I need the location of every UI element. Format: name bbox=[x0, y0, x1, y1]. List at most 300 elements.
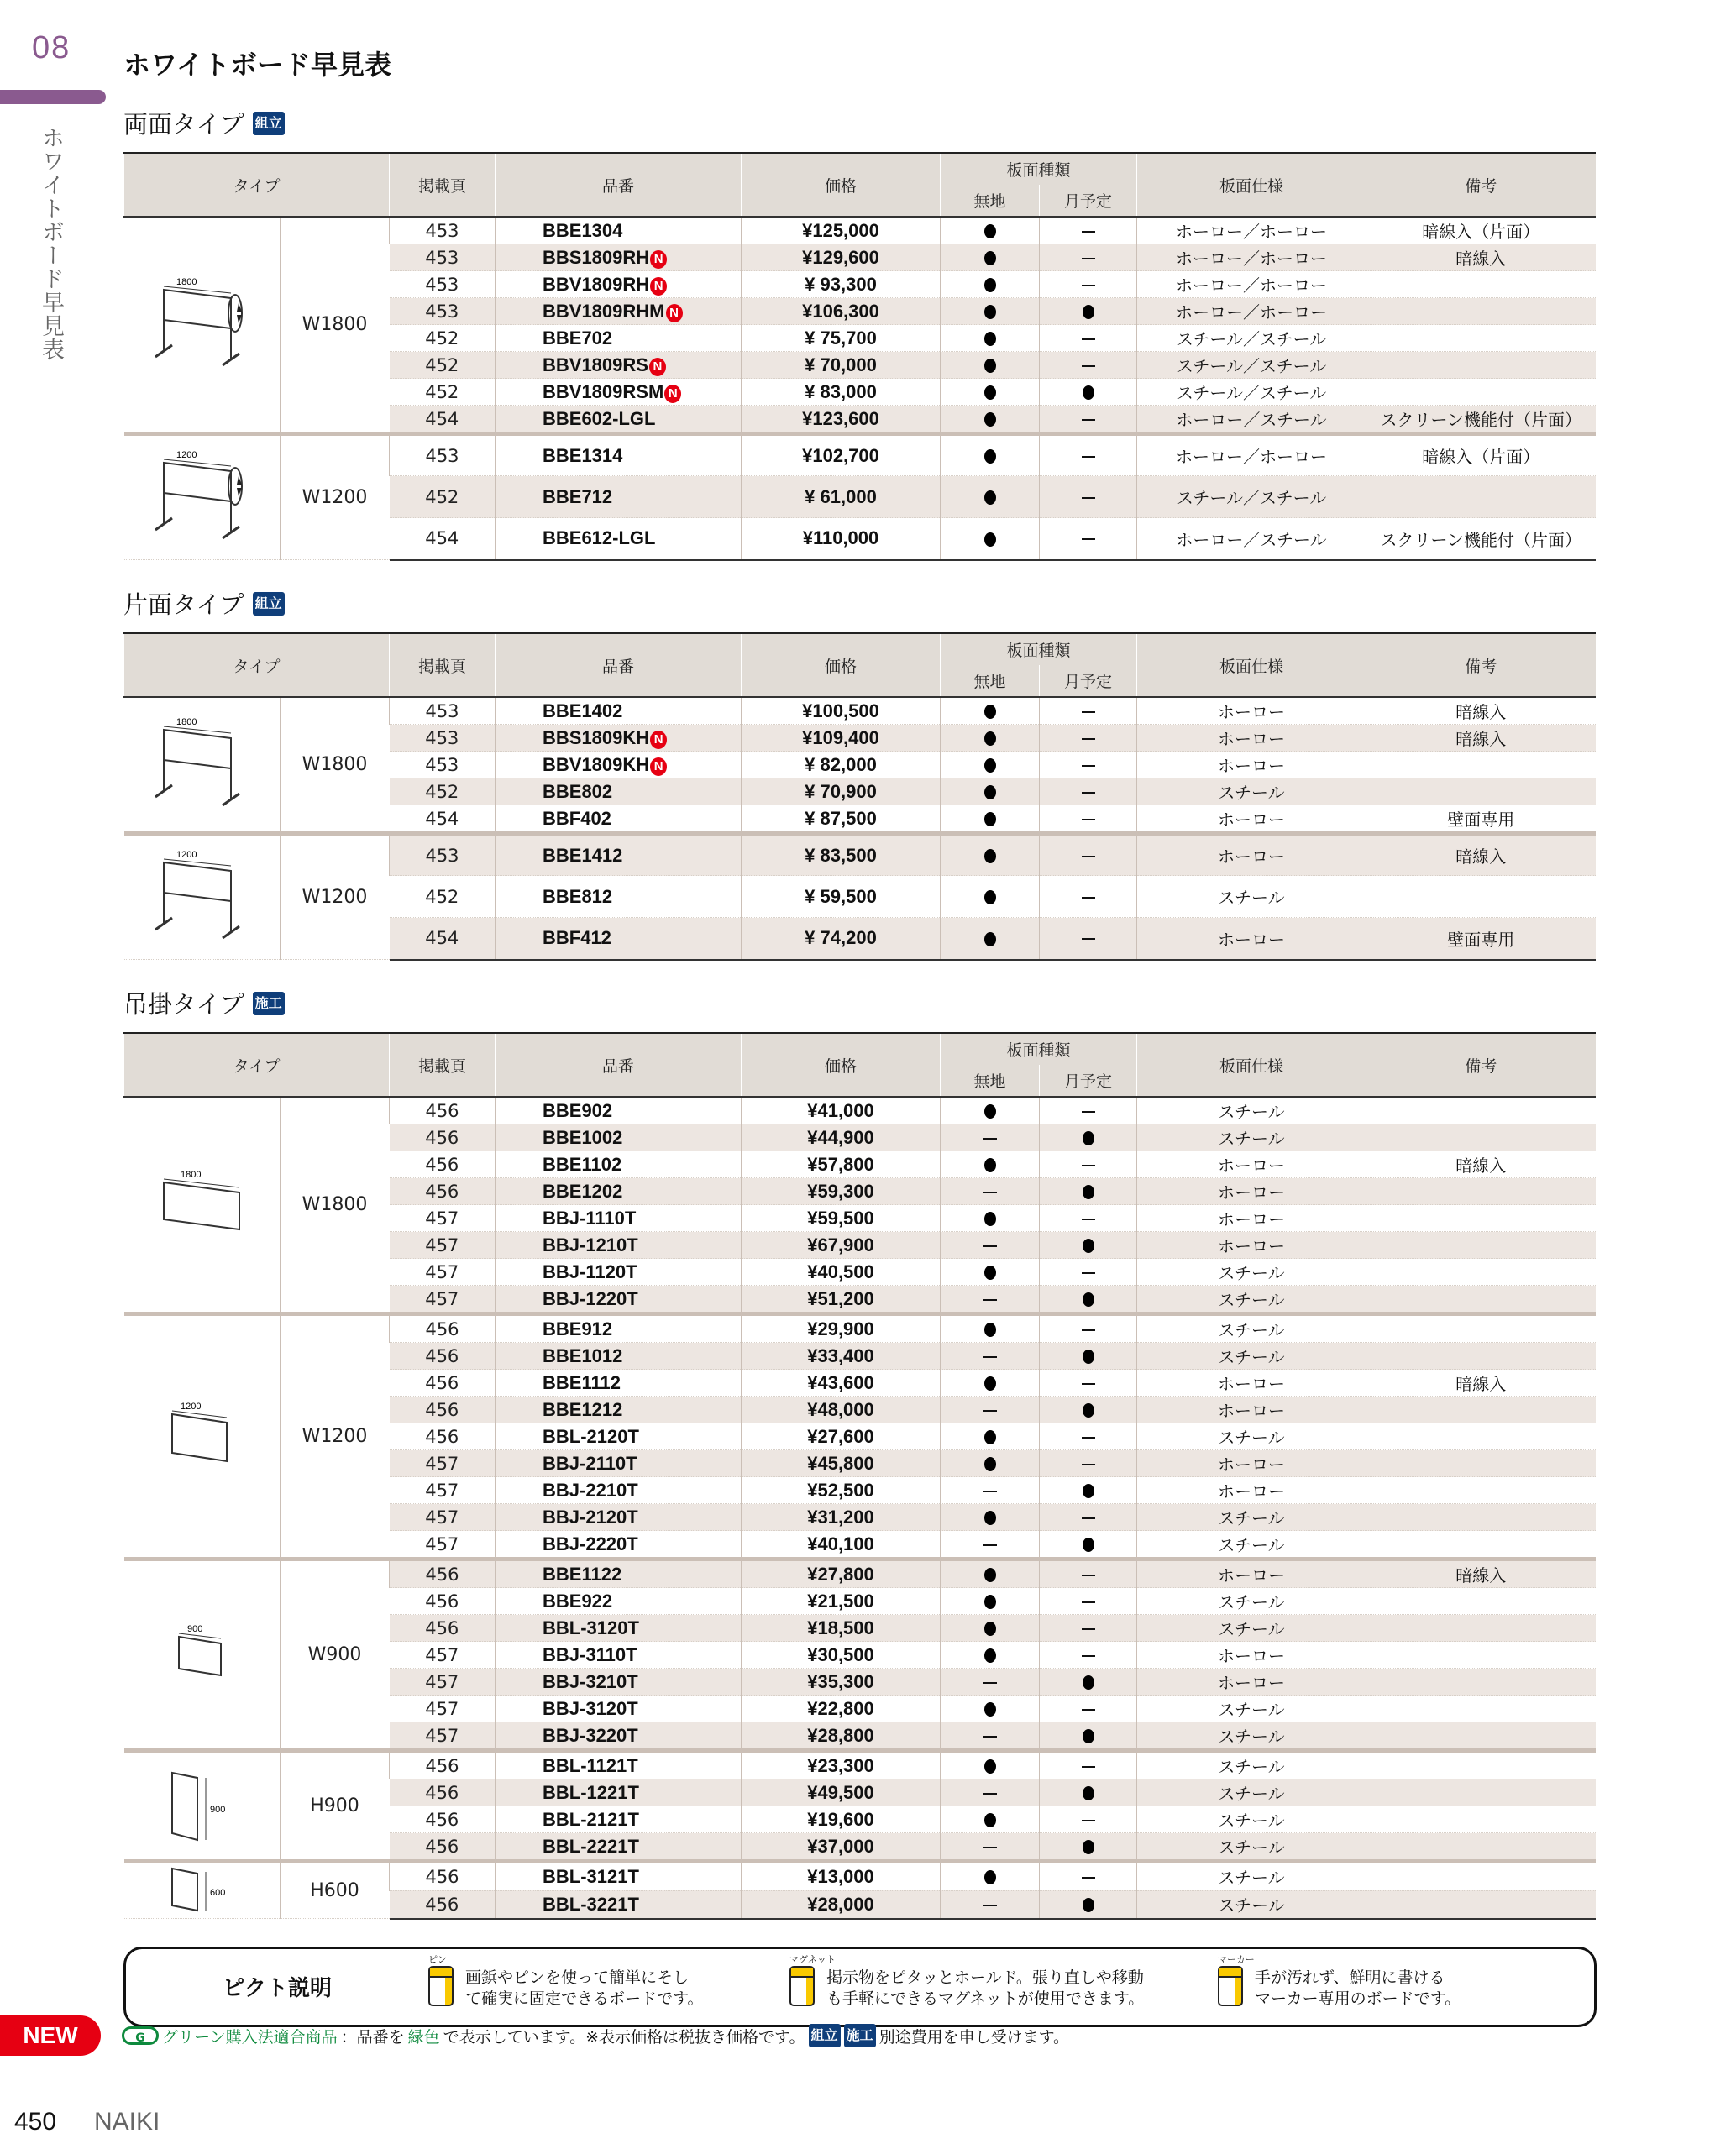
plain-mark bbox=[941, 1259, 1040, 1286]
price: ¥40,500 bbox=[742, 1259, 941, 1286]
header-price: 価格 bbox=[742, 153, 941, 217]
price: ¥ 59,500 bbox=[742, 876, 941, 918]
surface-spec: ホーロー bbox=[1137, 834, 1366, 876]
surface-spec: スチール bbox=[1137, 1588, 1366, 1615]
plain-mark bbox=[941, 876, 1040, 918]
product-code bbox=[496, 1151, 742, 1178]
page-ref: 453 bbox=[390, 217, 496, 244]
scheduled-mark bbox=[1040, 1370, 1137, 1397]
product-code-text: BBJ-3220T bbox=[543, 1724, 638, 1746]
scheduled-mark bbox=[1040, 1124, 1137, 1151]
price: ¥102,700 bbox=[742, 434, 941, 476]
filled-circle-icon bbox=[984, 359, 996, 373]
filled-circle-icon bbox=[984, 490, 996, 505]
plain-mark bbox=[941, 1833, 1040, 1862]
header-plain: 無地 bbox=[941, 665, 1040, 697]
note bbox=[1366, 1477, 1596, 1504]
dash-icon bbox=[1082, 1820, 1095, 1821]
product-code bbox=[496, 1669, 742, 1696]
filled-circle-icon bbox=[1083, 1403, 1094, 1418]
filled-circle-icon bbox=[984, 812, 996, 826]
side-title: ホワイトボード早見表 bbox=[38, 126, 64, 361]
scheduled-mark bbox=[1040, 1696, 1137, 1722]
price: ¥57,800 bbox=[742, 1151, 941, 1178]
header-plain: 無地 bbox=[941, 185, 1040, 217]
price: ¥ 87,500 bbox=[742, 805, 941, 834]
filled-circle-icon bbox=[1083, 385, 1094, 400]
surface-spec: ホーロー bbox=[1137, 805, 1366, 834]
note: 暗線入（片面） bbox=[1366, 434, 1596, 476]
scheduled-mark bbox=[1040, 1642, 1137, 1669]
note bbox=[1366, 1696, 1596, 1722]
product-code bbox=[496, 1286, 742, 1314]
header-code: 品番 bbox=[496, 633, 742, 697]
plain-mark bbox=[941, 1314, 1040, 1343]
price: ¥ 74,200 bbox=[742, 918, 941, 960]
scheduled-mark bbox=[1040, 217, 1137, 244]
filled-circle-icon bbox=[1083, 305, 1094, 319]
product-code-text: BBE1122 bbox=[543, 1563, 622, 1585]
note bbox=[1366, 1862, 1596, 1891]
note: スクリーン機能付（片面） bbox=[1366, 406, 1596, 434]
plain-mark bbox=[941, 217, 1040, 244]
scheduled-mark bbox=[1040, 434, 1137, 476]
note bbox=[1366, 1097, 1596, 1124]
dash-icon bbox=[1082, 1111, 1095, 1113]
double-sided-rotating-stand-icon bbox=[151, 277, 252, 373]
filled-circle-icon bbox=[984, 278, 996, 292]
price: ¥18,500 bbox=[742, 1615, 941, 1642]
page-ref: 457 bbox=[390, 1286, 496, 1314]
hanging-board-vertical-icon bbox=[164, 1805, 239, 1846]
note bbox=[1366, 1343, 1596, 1370]
hanging-board-wide-icon bbox=[155, 1170, 248, 1240]
price: ¥23,300 bbox=[742, 1751, 941, 1779]
type-size: W1800 bbox=[281, 697, 390, 834]
header-code: 品番 bbox=[496, 1033, 742, 1097]
dash-icon bbox=[983, 1793, 997, 1795]
dash-icon bbox=[1082, 258, 1095, 259]
scheduled-mark bbox=[1040, 752, 1137, 778]
product-code-text: BBE702 bbox=[543, 327, 613, 349]
filled-circle-icon bbox=[984, 449, 996, 464]
note bbox=[1366, 1531, 1596, 1559]
dash-icon bbox=[1082, 1464, 1095, 1465]
scheduled-mark bbox=[1040, 834, 1137, 876]
price: ¥ 70,000 bbox=[742, 352, 941, 379]
filled-circle-icon bbox=[984, 385, 996, 400]
page-ref: 457 bbox=[390, 1531, 496, 1559]
note: 暗線入 bbox=[1366, 1151, 1596, 1178]
product-code bbox=[496, 1314, 742, 1343]
price: ¥29,900 bbox=[742, 1314, 941, 1343]
filled-circle-icon bbox=[984, 705, 996, 719]
scheduled-mark bbox=[1040, 1615, 1137, 1642]
product-code bbox=[496, 805, 742, 834]
product-code-text: BBL-3221T bbox=[543, 1893, 639, 1915]
brand-name: NAIKI bbox=[94, 2108, 160, 2136]
product-code bbox=[496, 217, 742, 244]
filled-circle-icon bbox=[1083, 1185, 1094, 1199]
dash-icon bbox=[983, 1491, 997, 1492]
scheduled-mark bbox=[1040, 1314, 1137, 1343]
header-type: タイプ bbox=[124, 153, 390, 217]
chapter-number: 08 bbox=[32, 30, 71, 66]
plain-mark bbox=[941, 1450, 1040, 1477]
plain-mark bbox=[941, 1806, 1040, 1833]
note bbox=[1366, 298, 1596, 325]
product-code-text: BBJ-2220T bbox=[543, 1533, 638, 1554]
surface-spec: ホーロー bbox=[1137, 1559, 1366, 1588]
filled-circle-icon bbox=[984, 1622, 996, 1636]
dash-icon bbox=[1082, 819, 1095, 820]
dash-icon bbox=[983, 1299, 997, 1301]
scheduled-mark bbox=[1040, 1559, 1137, 1588]
pin-icon bbox=[428, 1966, 454, 2006]
new-tag: NEW bbox=[0, 2015, 101, 2056]
type-size: W1800 bbox=[281, 1097, 390, 1314]
plain-mark bbox=[941, 1669, 1040, 1696]
surface-spec: スチール／スチール bbox=[1137, 325, 1366, 352]
section-badge: 組立 bbox=[253, 112, 285, 135]
dash-icon bbox=[1082, 338, 1095, 340]
filled-circle-icon bbox=[984, 1376, 996, 1391]
product-code bbox=[496, 918, 742, 960]
surface-spec: ホーロー bbox=[1137, 752, 1366, 778]
filled-circle-icon bbox=[1083, 1898, 1094, 1912]
surface-spec: スチール bbox=[1137, 1615, 1366, 1642]
product-code-text: BBE712 bbox=[543, 485, 613, 507]
scheduled-mark bbox=[1040, 1890, 1137, 1918]
type-illustration bbox=[124, 834, 281, 960]
scheduled-mark bbox=[1040, 1531, 1137, 1559]
header-scheduled: 月予定 bbox=[1040, 185, 1137, 217]
page-ref: 454 bbox=[390, 918, 496, 960]
filled-circle-icon bbox=[984, 1702, 996, 1717]
plain-mark bbox=[941, 1343, 1040, 1370]
footer-note-a: ：品番を bbox=[340, 2027, 405, 2047]
type-illustration bbox=[124, 1097, 281, 1314]
product-code-text: BBV1809RS bbox=[543, 354, 648, 375]
product-code-text: BBE902 bbox=[543, 1099, 613, 1121]
new-product-badge-icon: N bbox=[664, 385, 681, 403]
plain-mark bbox=[941, 298, 1040, 325]
filled-circle-icon bbox=[984, 1759, 996, 1774]
hanging-board-small-icon bbox=[172, 1624, 231, 1686]
footer-note-green: 緑色 bbox=[407, 2027, 440, 2047]
section-title-text: 両面タイプ bbox=[123, 110, 244, 139]
plain-mark bbox=[941, 778, 1040, 805]
footer-note-b: で表示しています。※表示価格は税抜き価格です。 bbox=[443, 2027, 805, 2047]
scheduled-mark bbox=[1040, 876, 1137, 918]
table-row bbox=[124, 697, 1596, 725]
page-ref: 456 bbox=[390, 1124, 496, 1151]
page-ref: 456 bbox=[390, 1370, 496, 1397]
surface-spec: スチール bbox=[1137, 778, 1366, 805]
price: ¥125,000 bbox=[742, 217, 941, 244]
page-ref: 452 bbox=[390, 325, 496, 352]
product-code bbox=[496, 325, 742, 352]
dash-icon bbox=[1082, 1877, 1095, 1879]
surface-spec: ホーロー bbox=[1137, 1178, 1366, 1205]
scheduled-mark bbox=[1040, 1751, 1137, 1779]
note bbox=[1366, 325, 1596, 352]
product-code-text: BBL-3121T bbox=[543, 1865, 639, 1887]
product-code bbox=[496, 298, 742, 325]
price: ¥106,300 bbox=[742, 298, 941, 325]
dash-icon bbox=[1082, 456, 1095, 458]
product-code-text: BBE1412 bbox=[543, 844, 623, 866]
note bbox=[1366, 1397, 1596, 1423]
page-ref: 457 bbox=[390, 1642, 496, 1669]
filled-circle-icon bbox=[984, 1212, 996, 1226]
surface-spec: スチール bbox=[1137, 1696, 1366, 1722]
section-badge: 組立 bbox=[253, 592, 285, 616]
price: ¥ 75,700 bbox=[742, 325, 941, 352]
plain-mark bbox=[941, 752, 1040, 778]
surface-spec: スチール／スチール bbox=[1137, 476, 1366, 518]
plain-mark bbox=[941, 518, 1040, 560]
surface-spec: ホーロー bbox=[1137, 1477, 1366, 1504]
dash-icon bbox=[983, 1138, 997, 1140]
product-code-text: BBE1212 bbox=[543, 1398, 623, 1420]
product-code bbox=[496, 1779, 742, 1806]
price: ¥31,200 bbox=[742, 1504, 941, 1531]
page-ref: 453 bbox=[390, 434, 496, 476]
note bbox=[1366, 1259, 1596, 1286]
section-title bbox=[123, 106, 285, 140]
scheduled-mark bbox=[1040, 1669, 1137, 1696]
filled-circle-icon bbox=[984, 1266, 996, 1280]
surface-spec: ホーロー bbox=[1137, 918, 1366, 960]
type-illustration bbox=[124, 217, 281, 434]
note bbox=[1366, 752, 1596, 778]
scheduled-mark bbox=[1040, 1286, 1137, 1314]
dash-icon bbox=[1082, 1655, 1095, 1657]
type-illustration bbox=[124, 434, 281, 560]
page-ref: 453 bbox=[390, 834, 496, 876]
header-spec: 板面仕様 bbox=[1137, 153, 1366, 217]
header-type: タイプ bbox=[124, 633, 390, 697]
surface-spec: ホーロー／ホーロー bbox=[1137, 271, 1366, 298]
dash-icon bbox=[983, 1192, 997, 1193]
page-ref: 456 bbox=[390, 1862, 496, 1891]
header-spec: 板面仕様 bbox=[1137, 1033, 1366, 1097]
product-code bbox=[496, 476, 742, 518]
legend-item-magnet bbox=[789, 1954, 1145, 2010]
type-illustration bbox=[124, 1751, 281, 1862]
plain-mark bbox=[941, 1722, 1040, 1751]
product-code bbox=[496, 1343, 742, 1370]
surface-spec: スチール bbox=[1137, 1286, 1366, 1314]
svg-text:1200: 1200 bbox=[181, 1402, 202, 1412]
page-ref: 456 bbox=[390, 1751, 496, 1779]
product-code-text: BBE812 bbox=[543, 885, 613, 907]
price: ¥ 70,900 bbox=[742, 778, 941, 805]
plain-mark bbox=[941, 1097, 1040, 1124]
note bbox=[1366, 876, 1596, 918]
header-note: 備考 bbox=[1366, 153, 1596, 217]
filled-circle-icon bbox=[984, 731, 996, 746]
header-surface-group: 板面種類 bbox=[941, 633, 1137, 665]
price: ¥49,500 bbox=[742, 1779, 941, 1806]
note bbox=[1366, 476, 1596, 518]
single-sided-stand-icon bbox=[151, 717, 252, 813]
type-size: W1200 bbox=[281, 434, 390, 560]
product-code-text: BBL-2221T bbox=[543, 1835, 639, 1857]
header-note: 備考 bbox=[1366, 633, 1596, 697]
note bbox=[1366, 1124, 1596, 1151]
note bbox=[1366, 1232, 1596, 1259]
surface-spec: ホーロー／ホーロー bbox=[1137, 217, 1366, 244]
filled-circle-icon bbox=[984, 1430, 996, 1444]
dash-icon bbox=[1082, 1517, 1095, 1519]
product-code bbox=[496, 1722, 742, 1751]
product-code-text: BBF412 bbox=[543, 927, 611, 949]
price: ¥ 82,000 bbox=[742, 752, 941, 778]
table-row bbox=[124, 217, 1596, 244]
filled-circle-icon bbox=[984, 332, 996, 346]
chapter-bar bbox=[0, 90, 106, 104]
surface-spec: ホーロー bbox=[1137, 1232, 1366, 1259]
filled-circle-icon bbox=[984, 412, 996, 427]
note bbox=[1366, 1806, 1596, 1833]
product-code bbox=[496, 1615, 742, 1642]
spec-table bbox=[123, 632, 1596, 961]
product-code bbox=[496, 1124, 742, 1151]
product-code-text: BBE1304 bbox=[543, 219, 623, 241]
filled-circle-icon bbox=[1083, 1292, 1094, 1307]
scheduled-mark bbox=[1040, 918, 1137, 960]
magnet-icon bbox=[789, 1966, 815, 2006]
plain-mark bbox=[941, 1178, 1040, 1205]
product-code bbox=[496, 1504, 742, 1531]
note bbox=[1366, 1588, 1596, 1615]
scheduled-mark bbox=[1040, 1205, 1137, 1232]
scheduled-mark bbox=[1040, 352, 1137, 379]
note: 暗線入（片面） bbox=[1366, 217, 1596, 244]
page-ref: 456 bbox=[390, 1806, 496, 1833]
product-code-text: BBJ-3110T bbox=[543, 1643, 637, 1665]
filled-circle-icon bbox=[984, 1813, 996, 1827]
note bbox=[1366, 1286, 1596, 1314]
price: ¥22,800 bbox=[742, 1696, 941, 1722]
product-code bbox=[496, 1862, 742, 1891]
scheduled-mark bbox=[1040, 1779, 1137, 1806]
note: 暗線入 bbox=[1366, 725, 1596, 752]
svg-text:900: 900 bbox=[187, 1624, 203, 1634]
surface-spec: スチール／スチール bbox=[1137, 379, 1366, 406]
filled-circle-icon bbox=[984, 1104, 996, 1119]
surface-spec: スチール bbox=[1137, 1806, 1366, 1833]
page-ref: 456 bbox=[390, 1890, 496, 1918]
page-ref: 457 bbox=[390, 1477, 496, 1504]
header-scheduled: 月予定 bbox=[1040, 665, 1137, 697]
dash-icon bbox=[1082, 1766, 1095, 1768]
type-illustration bbox=[124, 1559, 281, 1751]
note bbox=[1366, 1615, 1596, 1642]
marker-desc-line1: 手が汚れず、鮮明に書ける bbox=[1255, 1968, 1445, 1987]
product-code bbox=[496, 406, 742, 434]
product-code-text: BBL-2120T bbox=[543, 1425, 639, 1447]
plain-mark bbox=[941, 1890, 1040, 1918]
surface-spec: スチール bbox=[1137, 1862, 1366, 1891]
filled-circle-icon bbox=[1083, 1484, 1094, 1498]
plain-mark bbox=[941, 1232, 1040, 1259]
filled-circle-icon bbox=[1083, 1538, 1094, 1552]
type-size: W900 bbox=[281, 1559, 390, 1751]
surface-spec: ホーロー／ホーロー bbox=[1137, 298, 1366, 325]
filled-circle-icon bbox=[984, 1870, 996, 1884]
product-code bbox=[496, 1397, 742, 1423]
surface-spec: スチール bbox=[1137, 1833, 1366, 1862]
product-code-text: BBV1809KH bbox=[543, 753, 650, 775]
product-code-text: BBE1012 bbox=[543, 1344, 623, 1366]
plain-mark bbox=[941, 1124, 1040, 1151]
surface-spec: スチール bbox=[1137, 1504, 1366, 1531]
filled-circle-icon bbox=[984, 1595, 996, 1609]
dash-icon bbox=[1082, 497, 1095, 499]
note bbox=[1366, 271, 1596, 298]
scheduled-mark bbox=[1040, 1232, 1137, 1259]
filled-circle-icon bbox=[984, 251, 996, 265]
dash-icon bbox=[1082, 938, 1095, 940]
note bbox=[1366, 1178, 1596, 1205]
dash-icon bbox=[983, 1736, 997, 1738]
svg-text:1200: 1200 bbox=[176, 850, 197, 860]
product-code-text: BBE912 bbox=[543, 1318, 613, 1339]
note: スクリーン機能付（片面） bbox=[1366, 518, 1596, 560]
price: ¥ 83,000 bbox=[742, 379, 941, 406]
note bbox=[1366, 1669, 1596, 1696]
scheduled-mark bbox=[1040, 697, 1137, 725]
page-ref: 456 bbox=[390, 1423, 496, 1450]
product-code bbox=[496, 725, 742, 752]
note bbox=[1366, 1833, 1596, 1862]
product-code bbox=[496, 1890, 742, 1918]
plain-mark bbox=[941, 271, 1040, 298]
surface-spec: スチール bbox=[1137, 1314, 1366, 1343]
filled-circle-icon bbox=[984, 1511, 996, 1525]
product-code-text: BBJ-1110T bbox=[543, 1207, 637, 1229]
page-ref: 457 bbox=[390, 1259, 496, 1286]
new-product-badge-icon: N bbox=[666, 304, 683, 322]
page-ref: 453 bbox=[390, 298, 496, 325]
product-code bbox=[496, 1696, 742, 1722]
header-spec: 板面仕様 bbox=[1137, 633, 1366, 697]
note: 暗線入 bbox=[1366, 1370, 1596, 1397]
surface-spec: スチール bbox=[1137, 1343, 1366, 1370]
pin-desc-line1: 画鋲やピンを使って簡単にそし bbox=[465, 1968, 690, 1987]
scheduled-mark bbox=[1040, 1259, 1137, 1286]
scheduled-mark bbox=[1040, 1862, 1137, 1891]
new-product-badge-icon: N bbox=[650, 731, 667, 749]
magnet-desc-line1: 掲示物をピタッとホールド。張り直しや移動 bbox=[826, 1968, 1144, 1987]
price: ¥28,000 bbox=[742, 1890, 941, 1918]
filled-circle-icon bbox=[984, 224, 996, 238]
type-size: H600 bbox=[281, 1862, 390, 1919]
price: ¥48,000 bbox=[742, 1397, 941, 1423]
note bbox=[1366, 1779, 1596, 1806]
product-code-text: BBJ-2210T bbox=[543, 1479, 638, 1501]
surface-spec: スチール bbox=[1137, 1890, 1366, 1918]
dash-icon bbox=[1082, 792, 1095, 794]
surface-spec: ホーロー bbox=[1137, 1397, 1366, 1423]
filled-circle-icon bbox=[1083, 1729, 1094, 1743]
product-code bbox=[496, 1450, 742, 1477]
product-code bbox=[496, 1178, 742, 1205]
product-code bbox=[496, 352, 742, 379]
